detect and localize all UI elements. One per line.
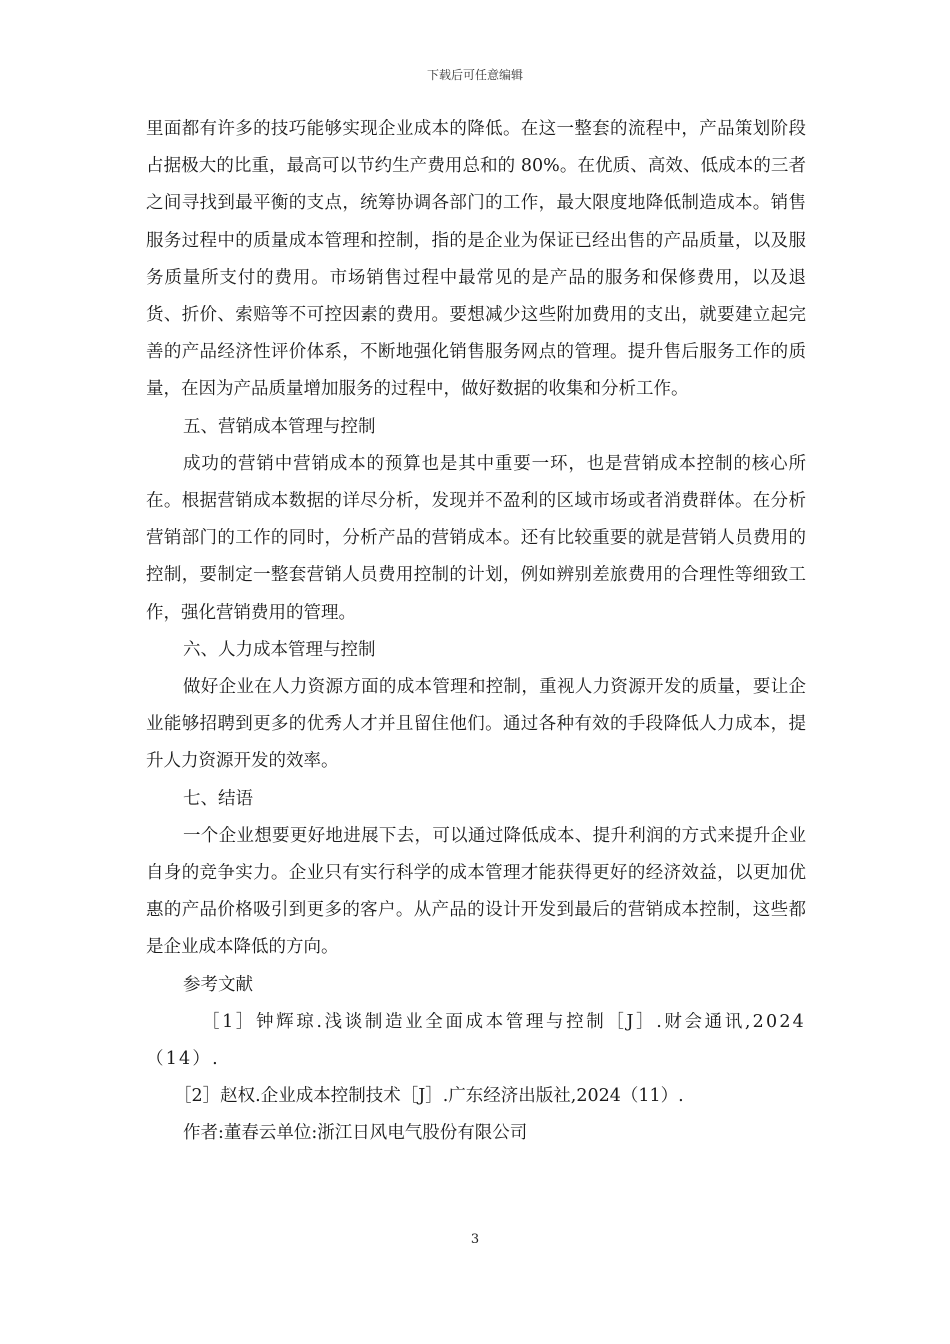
- references-title: 参考文献: [183, 974, 253, 995]
- reference-1: ［1］钟辉琼.浅谈制造业全面成本管理与控制［J］.财会通讯,2024（14）.: [146, 1011, 806, 1070]
- paragraph-cost-reduction: 里面都有许多的技巧能够实现企业成本的降低。在这一整套的流程中，产品策划阶段占据极大的比重，最高可以节约生产费用总和的 80%。在优质、高效、低成本的三者之间寻找到最平衡的支点，统筹协调各部门的工作，最大限度地降低制造成本。销售服务过程中的质量成本管理和控制，指的是企业为保证已经出售的产品质量，以及服务质量所支付的费用。市场销售过程中最常见的是产品的服务和保修费用，以及退货、折价、索赔等不可控因素的费用。要想减少这些附加费用的支出，就要建立起完善的产品经济性评价体系，不断地强化销售服务网点的管理。提升售后服务工作的质量，在因为产品质量增加服务的过程中，做好数据的收集和分析工作。: [146, 119, 806, 400]
- section-heading-hr: 六、人力成本管理与控制: [183, 639, 376, 660]
- paragraph-hr: 做好企业在人力资源方面的成本管理和控制，重视人力资源开发的质量，要让企业能够招聘到更多的优秀人才并且留住他们。通过各种有效的手段降低人力成本，提升人力资源开发的效率。: [146, 677, 806, 772]
- page-header: 下载后可任意编辑: [426, 68, 523, 82]
- page-number: 3: [470, 1232, 480, 1247]
- section-heading-conclusion: 七、结语: [183, 788, 253, 809]
- paragraph-conclusion: 一个企业想要更好地进展下去，可以通过降低成本、提升利润的方式来提升企业自身的竞争实力。企业只有实行科学的成本管理才能获得更好的经济效益，以更加优惠的产品价格吸引到更多的客户。从产品的设计开发到最后的营销成本控制，这些都是企业成本降低的方向。: [146, 825, 806, 958]
- author-info: 作者:董春云单位:浙江日风电气股份有限公司: [183, 1123, 528, 1144]
- reference-2: ［2］赵权.企业成本控制技术［J］.广东经济出版社,2024（11）.: [174, 1086, 684, 1107]
- document-body: [146, 111, 806, 1153]
- paragraph-marketing: 成功的营销中营销成本的预算也是其中重要一环，也是营销成本控制的核心所在。根据营销成本数据的详尽分析，发现并不盈利的区域市场或者消费群体。在分析营销部门的工作的同时，分析产品的营销成本。还有比较重要的就是营销人员费用的控制，要制定一整套营销人员费用控制的计划，例如辨别差旅费用的合理性等细致工作，强化营销费用的管理。: [146, 453, 806, 623]
- section-heading-marketing: 五、营销成本管理与控制: [183, 416, 376, 437]
